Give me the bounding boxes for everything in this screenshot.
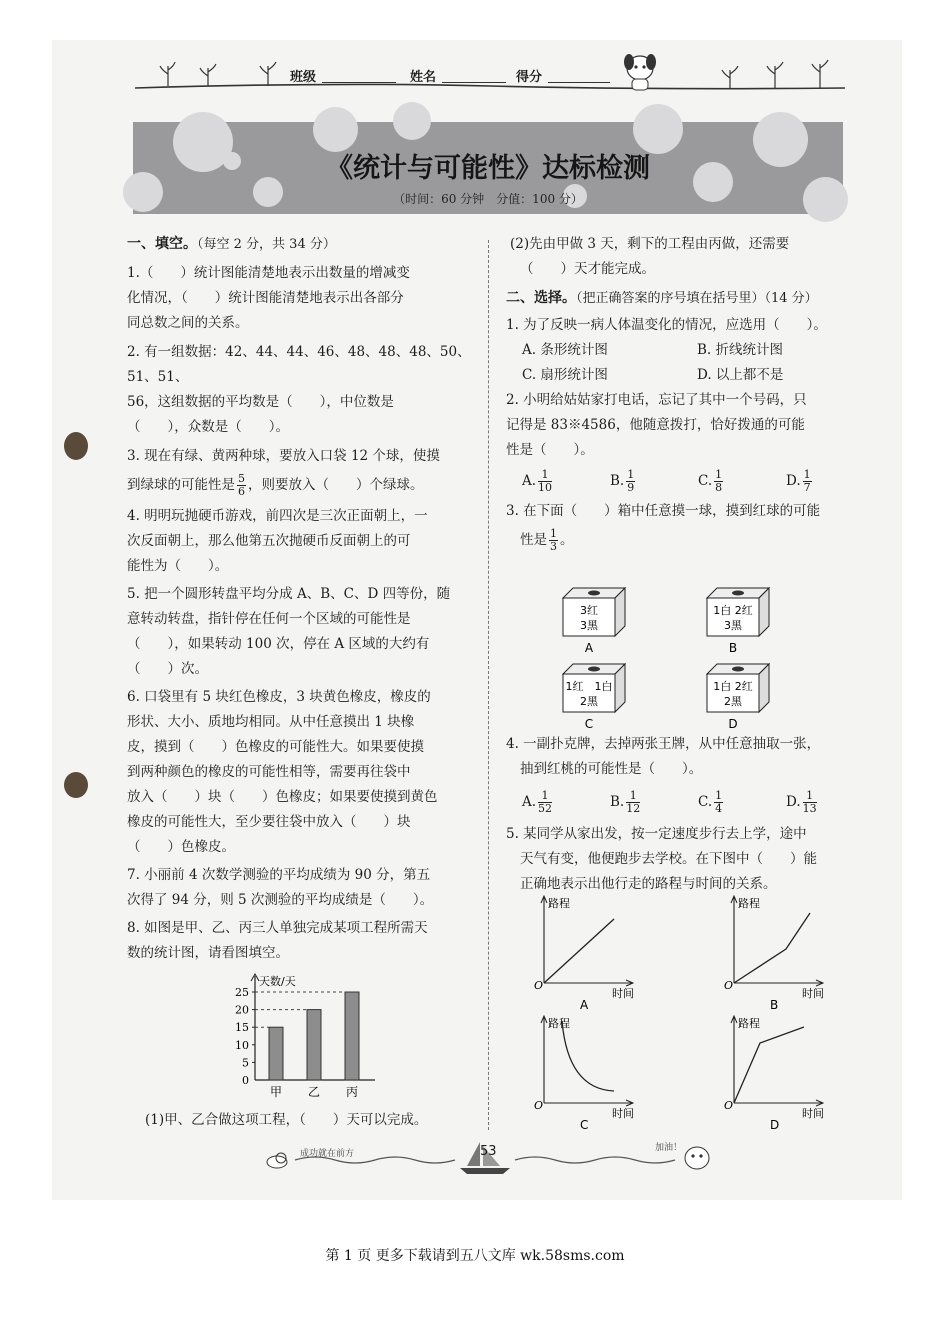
s2-q2-line-1: 2. 小明给姑姑家打电话，忘记了其中一个号码，只 [506,392,807,408]
page-number: 53 [480,1144,497,1159]
s2-q3-fraction: $\frac{1}{3}$ [550,527,557,553]
section-choice [506,232,851,556]
box-A-line1: 3红 [580,604,598,617]
s2-q4-option-b[interactable]: B. $\frac{1}{12}$ [610,789,641,815]
x-tick-label-乙: 乙 [307,1085,321,1099]
graph-origin: O [534,1099,544,1112]
bar-甲 [269,1027,283,1080]
s2-q2-option-d[interactable]: D. $\frac{1}{7}$ [786,468,811,494]
bar-乙 [307,1010,321,1080]
graph-D [724,1016,824,1132]
graph-option-label: B [770,998,779,1012]
q3-fraction [237,473,246,498]
q6-line-1: 6. 口袋里有 5 块红色橡皮，3 块黄色橡皮，橡皮的 [127,689,431,705]
s2-q3-end: 。 [560,532,574,548]
box-B-line2: 3黑 [724,619,742,632]
graph-option-label: A [580,998,589,1012]
footer-right-slogan: 加油！ [655,1143,683,1153]
q6-line-2: 形状、大小、质地均相同。从中任意摸出 1 块橡 [127,714,415,730]
s2-q4-option-d[interactable]: D. $\frac{1}{13}$ [786,789,817,815]
section2-note: （把正确答案的序号填在括号里）（14 分） [576,291,818,306]
graph-origin: O [534,979,544,992]
days-bar-chart [225,970,385,1100]
graph-origin: O [724,979,734,992]
box-A [563,588,625,655]
q4-line-3: 能性为（ ）。 [127,558,229,574]
distance-time-graphs [520,897,840,1132]
q7-line-2: 次得了 94 分，则 5 次测验的平均成绩是（ ）。 [127,892,434,908]
graph-line [734,913,810,983]
graph-B [724,896,824,1012]
column-divider [488,240,489,1130]
s2-q2-line-2: 记得是 83※4586，他随意拨打，恰好拨通的可能 [506,417,805,433]
s2-q1-option-a[interactable]: A. 条形统计图 [522,342,608,358]
s2-q4-options [506,782,851,822]
score-field[interactable] [548,82,610,83]
box-C [563,664,625,731]
page-title: 《统计与可能性》达标检测 [326,153,650,184]
graph-option-label: C [580,1118,589,1132]
y-axis-label: 天数/天 [259,975,296,988]
q3-frac-den: 6 [238,485,245,498]
graph-line [562,1021,614,1091]
q3-text-b: ，则要放入（ ）个绿球。 [248,477,424,493]
y-tick-label-20: 20 [235,1003,249,1017]
box-B-line1: 1白 2红 [713,604,753,617]
q1-line-3: 同总数之间的关系。 [127,315,249,331]
box-A-label: A [584,641,594,655]
box-D-line1: 1白 2红 [713,680,753,693]
binder-hole-top [64,432,88,460]
q6-line-5: 放入（ ）块（ ）色橡皮；如果要使摸到黄色 [127,789,438,805]
box-C-line2: 2黑 [580,695,598,708]
box-D-label: D [728,717,738,731]
graph-y-label: 路程 [548,1017,570,1030]
box-D-line2: 2黑 [724,695,742,708]
s2-q2-options [506,463,851,499]
q8-line-1: 8. 如图是甲、乙、丙三人单独完成某项工程所需天 [127,920,428,936]
graph-y-label: 路程 [548,897,570,910]
box-C-label: C [584,717,594,731]
s2-q5-line-2: 天气有变，他便跑步去学校。在下图中（ ）能 [520,851,817,867]
q8-sub2-line-1: (2)先由甲做 3 天，剩下的工程由丙做，还需要 [510,236,790,252]
q8-line-2: 数的统计图，请看图填空。 [127,945,289,961]
s2-q1-option-b[interactable]: B. 折线统计图 [697,342,784,358]
graph-origin: O [724,1099,734,1112]
graph-y-label: 路程 [738,1017,760,1030]
s2-q4-line-2: 抽到红桃的可能性是（ ）。 [520,761,703,777]
s2-q2-option-b[interactable]: B. $\frac{1}{9}$ [610,468,635,494]
s2-q1-options-row1 [506,338,851,363]
graph-line [734,1027,804,1103]
q8-sub2-line-2: （ ）天才能完成。 [520,261,655,277]
page-subtitle: （时间：60 分钟 分值：100 分） [393,192,583,206]
s2-q3-line-1: 3. 在下面（ ）箱中任意摸一球，摸到红球的可能 [506,503,821,519]
s2-q5-line-1: 5. 某同学从家出发，按一定速度步行去上学，途中 [506,826,807,842]
graph-option-label: D [770,1118,780,1132]
name-field[interactable] [442,82,506,83]
q5-line-4: （ ）次。 [127,661,208,677]
q3-frac-num: 5 [238,472,245,485]
mascot-icon [685,1147,709,1169]
ball-boxes [555,582,805,732]
section-choice-cont [506,732,851,897]
box-D [707,664,769,731]
graph-x-label: 时间 [802,1107,824,1120]
footer-left-slogan: 成功就在前方 [300,1149,355,1159]
q2-line-1: 2. 有一组数据：42、44、44、46、48、48、48、50、51、51、 [127,344,471,385]
puppy-icon [624,54,656,90]
s2-q4-option-a[interactable]: A. $\frac{1}{52}$ [522,789,553,815]
s2-q5-line-3: 正确地表示出他行走的路程与时间的关系。 [520,876,777,892]
header-decoration [130,52,850,100]
s2-q2-option-a[interactable]: A. $\frac{1}{10}$ [522,468,553,494]
bar-丙 [345,992,359,1080]
q5-line-2: 意转动转盘，指针停在任何一个区域的可能性是 [127,611,411,627]
box-C-line1: 1红 1白 [565,680,613,693]
score-label: 得分 [516,70,543,85]
binder-hole-bottom [64,772,88,798]
y-tick-label-25: 25 [235,986,249,999]
q7-line-1: 7. 小丽前 4 次数学测验的平均成绩为 90 分，第五 [127,867,431,883]
graph-A [534,896,634,1012]
class-field[interactable] [322,82,396,83]
q4-line-1: 4. 明明玩抛硬币游戏，前四次是三次正面朝上，一 [127,508,428,524]
class-label: 班级 [290,70,317,85]
s2-q4-line-1: 4. 一副扑克牌，去掉两张王牌，从中任意抽取一张， [506,736,821,752]
title-banner [133,122,843,214]
section2-heading [506,286,851,311]
s2-q1-options-row2 [506,363,851,388]
q2-line-2: 56，这组数据的平均数是（ ），中位数是 [127,394,394,410]
download-footer[interactable]: 第 1 页 更多下载请到五八文库 wk.58sms.com [325,1248,625,1264]
box-A-line2: 3黑 [580,619,598,632]
q5-line-1: 5. 把一个圆形转盘平均分成 A、B、C、D 四等份，随 [127,586,451,602]
s2-q1-option-d[interactable]: D. 以上都不是 [697,367,784,383]
s2-q1-option-c[interactable]: C. 扇形统计图 [522,367,608,383]
q6-line-7: （ ）色橡皮。 [127,839,235,855]
q3-text-a: 到绿球的可能性是 [127,477,235,493]
box-B-label: B [728,641,738,655]
q8-sub1: (1)甲、乙合做这项工程，（ ）天可以完成。 [145,1112,428,1128]
graph-C [534,1016,634,1132]
q4-line-2: 次反面朝上，那么他第五次抛硬币反面朝上的可 [127,533,411,549]
s2-q3-line-2 [506,524,851,556]
q1-line-2: 化情况，（ ）统计图能清楚地表示出各部分 [127,290,404,306]
graph-x-label: 时间 [802,987,824,1000]
name-label: 姓名 [410,70,437,85]
s2-q1: 1. 为了反映一病人体温变化的情况，应选用（ ）。 [506,317,827,333]
graph-line [544,919,614,983]
snail-icon [267,1153,287,1168]
section1-title: 一、填空。 [127,236,197,252]
q6-line-4: 到两种颜色的橡皮的可能性相等，需要再往袋中 [127,764,411,780]
box-B [707,588,769,655]
section-fill-blanks [127,232,482,966]
graph-y-label: 路程 [738,897,760,910]
y-tick-label-0: 0 [242,1074,249,1087]
y-tick-label-15: 15 [235,1021,249,1035]
s2-q2-line-3: 性是（ ）。 [506,442,594,458]
section1-note: （每空 2 分，共 34 分） [197,237,336,252]
graph-x-label: 时间 [612,987,634,1000]
x-tick-label-甲: 甲 [269,1085,283,1099]
s2-q3-text: 性是 [520,532,547,548]
section1-heading [127,232,482,257]
q6-line-3: 皮，摸到（ ）色橡皮的可能性大。如果要使摸 [127,739,424,755]
graph-x-label: 时间 [612,1107,634,1120]
q3-line-2 [127,469,482,501]
q2-line-3: （ ），众数是（ ）。 [127,419,289,435]
x-tick-label-丙: 丙 [345,1085,359,1099]
q6-line-6: 橡皮的可能性大，至少要往袋中放入（ ）块 [127,814,411,830]
q3-line-1: 3. 现在有绿、黄两种球，要放入口袋 12 个球，使摸 [127,448,440,464]
y-tick-label-5: 5 [242,1056,249,1070]
s2-q2-option-c[interactable]: C. $\frac{1}{8}$ [698,468,723,494]
s2-q4-option-c[interactable]: C. $\frac{1}{4}$ [698,789,723,815]
section2-title: 二、选择。 [506,290,576,306]
q5-line-3: （ ），如果转动 100 次，停在 A 区域的大约有 [127,636,430,652]
y-tick-label-10: 10 [235,1038,249,1052]
q1-line-1: 1.（ ）统计图能清楚地表示出数量的增减变 [127,265,410,281]
